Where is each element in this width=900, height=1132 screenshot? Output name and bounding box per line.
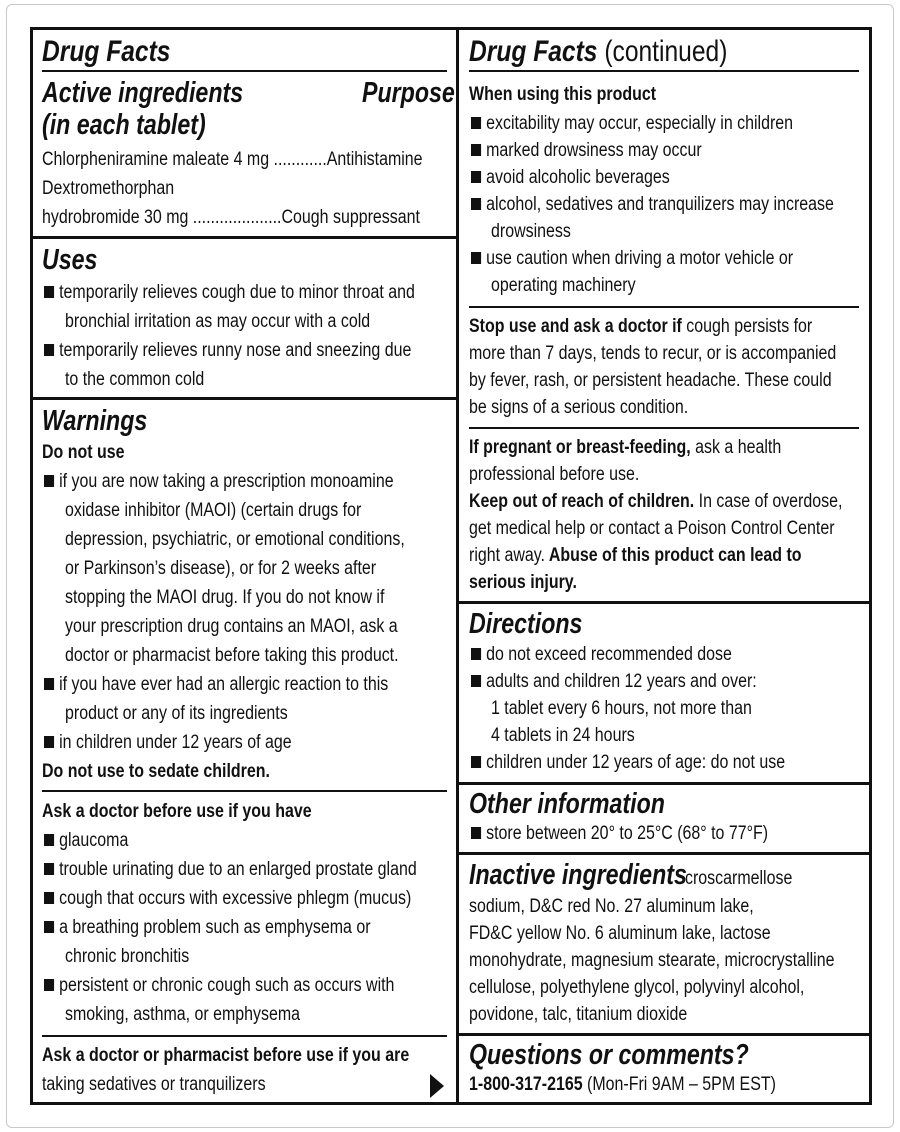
stop-use-line: more than 7 days, tends to recur, or is accompanied (469, 343, 837, 364)
purpose-heading: Purpose (362, 77, 455, 109)
directions-heading: Directions (469, 608, 583, 640)
inactive-ingredients-line: sodium, D&C red No. 27 aluminum lake, (469, 896, 754, 917)
list-item-continuation: chronic bronchitis (65, 946, 190, 967)
keep-out-line: right away. Abuse of this product can lead to (469, 545, 802, 566)
inactive-ingredients-heading: Inactive ingredients (469, 859, 687, 891)
list-item: in children under 12 years of age (44, 732, 292, 754)
do-not-use-heading: Do not use (42, 442, 125, 463)
list-item: trouble urinating due to an enlarged prostate gland (44, 859, 417, 881)
subsection-rule (469, 427, 859, 429)
active-ingredients-subheading: (in each tablet) (42, 109, 206, 141)
list-item: marked drowsiness may occur (471, 140, 702, 162)
list-item-continuation: bronchial irritation as may occur with a cold (65, 311, 371, 332)
subsection-rule (42, 1035, 447, 1037)
section-divider (459, 1033, 869, 1036)
right-column (459, 30, 869, 1102)
square-bullet-icon (471, 198, 481, 210)
list-item: if you have ever had an allergic reaction to this (44, 674, 388, 696)
ask-pharmacist-text: taking sedatives or tranquilizers (42, 1074, 266, 1095)
list-item: use caution when driving a motor vehicle or (471, 248, 793, 270)
section-divider (459, 852, 869, 855)
square-bullet-icon (44, 475, 54, 487)
title-rule (42, 70, 447, 72)
list-item-continuation: or Parkinson’s disease), or for 2 weeks after (65, 558, 377, 579)
stop-use-line: by fever, rash, or persistent headache. These could (469, 370, 832, 391)
when-using-heading: When using this product (469, 84, 657, 105)
drug-facts-continued-title: Drug Facts (continued) (469, 35, 728, 68)
pregnancy-line: professional before use. (469, 464, 640, 485)
warnings-heading: Warnings (42, 405, 148, 437)
list-item-continuation: to the common cold (65, 369, 205, 390)
active-ingredients-heading: Active ingredients (42, 77, 244, 109)
list-item: alcohol, sedatives and tranquilizers may increase (471, 194, 834, 216)
square-bullet-icon (471, 756, 481, 768)
list-item-continuation: 1 tablet every 6 hours, not more than (491, 698, 752, 719)
list-item-continuation: drowsiness (491, 221, 571, 242)
square-bullet-icon (44, 286, 54, 298)
list-item-continuation: oxidase inhibitor (MAOI) (certain drugs for (65, 500, 362, 521)
square-bullet-icon (471, 675, 481, 687)
list-item: cough that occurs with excessive phlegm (mucus) (44, 888, 411, 910)
list-item-continuation: stopping the MAOI drug. If you do not know if (65, 587, 385, 608)
section-divider (33, 397, 456, 400)
square-bullet-icon (44, 921, 54, 933)
list-item: store between 20° to 25°C (68° to 77°F) (471, 823, 768, 845)
square-bullet-icon (44, 892, 54, 904)
left-column (33, 30, 456, 1102)
phone-number[interactable]: 1-800-317-2165 (469, 1074, 583, 1095)
drug-facts-title: Drug Facts (42, 35, 171, 68)
list-item-continuation: operating machinery (491, 275, 636, 296)
square-bullet-icon (44, 678, 54, 690)
ingredient-row: Chlorpheniramine maleate 4 mg ............Antihistamine (42, 149, 423, 170)
list-item: temporarily relieves cough due to minor throat and (44, 282, 415, 304)
keep-out-line: get medical help or contact a Poison Control Center (469, 518, 835, 539)
uses-heading: Uses (42, 244, 98, 276)
list-item: do not exceed recommended dose (471, 644, 732, 666)
square-bullet-icon (471, 171, 481, 183)
keep-out-line: Keep out of reach of children. In case of overdose, (469, 491, 843, 512)
square-bullet-icon (471, 648, 481, 660)
section-divider (459, 782, 869, 785)
inactive-ingredients-line: FD&C yellow No. 6 aluminum lake, lactose (469, 923, 771, 944)
square-bullet-icon (471, 117, 481, 129)
inactive-ingredients-line: monohydrate, magnesium stearate, microcrystalline (469, 950, 835, 971)
square-bullet-icon (471, 144, 481, 156)
square-bullet-icon (471, 827, 481, 839)
list-item: a breathing problem such as emphysema or (44, 917, 371, 939)
list-item: excitability may occur, especially in children (471, 113, 793, 135)
square-bullet-icon (44, 979, 54, 991)
subsection-rule (42, 790, 447, 792)
drug-facts-panel (30, 27, 872, 1105)
list-item: adults and children 12 years and over: (471, 671, 757, 693)
list-item: children under 12 years of age: do not use (471, 752, 785, 774)
ingredient-row: Dextromethorphan (42, 178, 175, 199)
square-bullet-icon (44, 736, 54, 748)
list-item: persistent or chronic cough such as occurs with (44, 975, 394, 997)
section-divider (459, 601, 869, 604)
list-item: if you are now taking a prescription monoamine (44, 471, 394, 493)
list-item: temporarily relieves runny nose and sneezing due (44, 340, 411, 362)
list-item-continuation: product or any of its ingredients (65, 703, 288, 724)
square-bullet-icon (471, 252, 481, 264)
list-item-continuation: 4 tablets in 24 hours (491, 725, 635, 746)
inactive-ingredients-line: povidone, talc, titanium dioxide (469, 1004, 688, 1025)
ingredient-row: hydrobromide 30 mg ....................Cough suppressant (42, 207, 420, 228)
continue-arrow-icon (430, 1074, 444, 1098)
questions-heading: Questions or comments? (469, 1039, 749, 1071)
do-not-sedate-warning: Do not use to sedate children. (42, 761, 270, 782)
pregnancy-line: If pregnant or breast-feeding, ask a health (469, 437, 782, 458)
list-item: glaucoma (44, 830, 128, 852)
abuse-warning: serious injury. (469, 572, 577, 593)
list-item-continuation: your prescription drug contains an MAOI, ask a (65, 616, 398, 637)
square-bullet-icon (44, 834, 54, 846)
stop-use-line: Stop use and ask a doctor if cough persists for (469, 316, 813, 337)
list-item: avoid alcoholic beverages (471, 167, 670, 189)
square-bullet-icon (44, 344, 54, 356)
phone-line: 1-800-317-2165 (Mon-Fri 9AM – 5PM EST) (469, 1074, 776, 1095)
list-item-continuation: doctor or pharmacist before taking this product. (65, 645, 399, 666)
section-divider (33, 236, 456, 239)
title-rule (469, 70, 859, 72)
stop-use-line: be signs of a serious condition. (469, 397, 689, 418)
list-item-continuation: depression, psychiatric, or emotional conditions, (65, 529, 405, 550)
list-item-continuation: smoking, asthma, or emphysema (65, 1004, 301, 1025)
square-bullet-icon (44, 863, 54, 875)
ask-doctor-heading: Ask a doctor before use if you have (42, 801, 312, 822)
subsection-rule (469, 306, 859, 308)
other-information-heading: Other information (469, 788, 665, 820)
ask-pharmacist-heading: Ask a doctor or pharmacist before use if you are (42, 1045, 410, 1066)
inactive-ingredients-line: croscarmellose (685, 868, 793, 889)
inactive-ingredients-line: cellulose, polyethylene glycol, polyvinyl alcohol, (469, 977, 805, 998)
